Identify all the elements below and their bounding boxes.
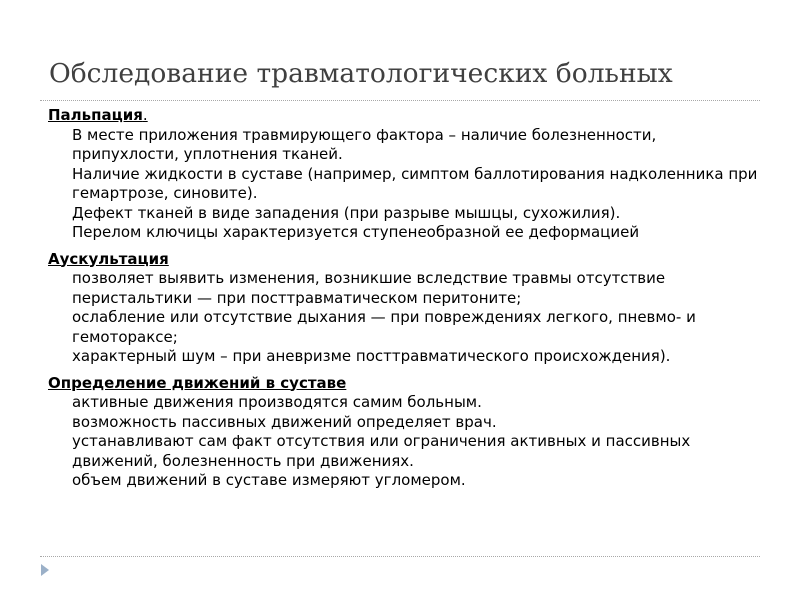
slide-title: Обследование травматологических больных	[49, 58, 673, 89]
section-heading-text: Аускультация	[48, 249, 169, 268]
section-heading	[48, 106, 760, 126]
list-item: Дефект тканей в виде западения (при разрыве мышцы, сухожилия).	[72, 203, 621, 222]
section-heading	[48, 374, 760, 394]
list-item: возможность пассивных движений определяет врач.	[72, 412, 497, 431]
section-heading-text: Пальпация	[48, 106, 143, 124]
triangle-right-icon	[40, 563, 50, 577]
list-item: объем движений в суставе измеряют угломером.	[72, 471, 466, 489]
section-auscultation	[48, 250, 760, 367]
list-item: устанавливают сам факт отсутствия или ограничения активных и пассивных движений, болезненность при движениях.	[72, 432, 691, 470]
list-item: позволяет выявить изменения, возникшие вследствие травмы отсутствие перистальтики — при посттравматическом перитоните;	[72, 269, 666, 307]
section-heading-suffix: .	[142, 106, 148, 124]
list-item: Перелом ключицы характеризуется ступенеобразной ее деформацией	[72, 223, 640, 241]
section-palpation	[48, 106, 760, 243]
section-heading-text: Определение движений в суставе	[48, 373, 347, 392]
list-item: Наличие жидкости в суставе (например, симптом баллотирования надколенника при гемартрозе, синовите).	[72, 164, 758, 202]
footer-divider	[40, 556, 760, 557]
section-joint-movement	[48, 374, 760, 491]
list-item: активные движения производятся самим больным.	[72, 393, 482, 411]
list-item: В месте приложения травмирующего фактора – наличие болезненности, припухлости, уплотнения тканей.	[72, 125, 657, 163]
list-item: характерный шум – при аневризме посттравматического происхождения).	[72, 347, 671, 365]
title-divider	[40, 100, 760, 101]
section-heading	[48, 250, 760, 270]
slide-content	[48, 106, 760, 498]
list-item: ослабление или отсутствие дыхания — при повреждениях легкого, пневмо- и гемотораксе;	[72, 308, 696, 346]
